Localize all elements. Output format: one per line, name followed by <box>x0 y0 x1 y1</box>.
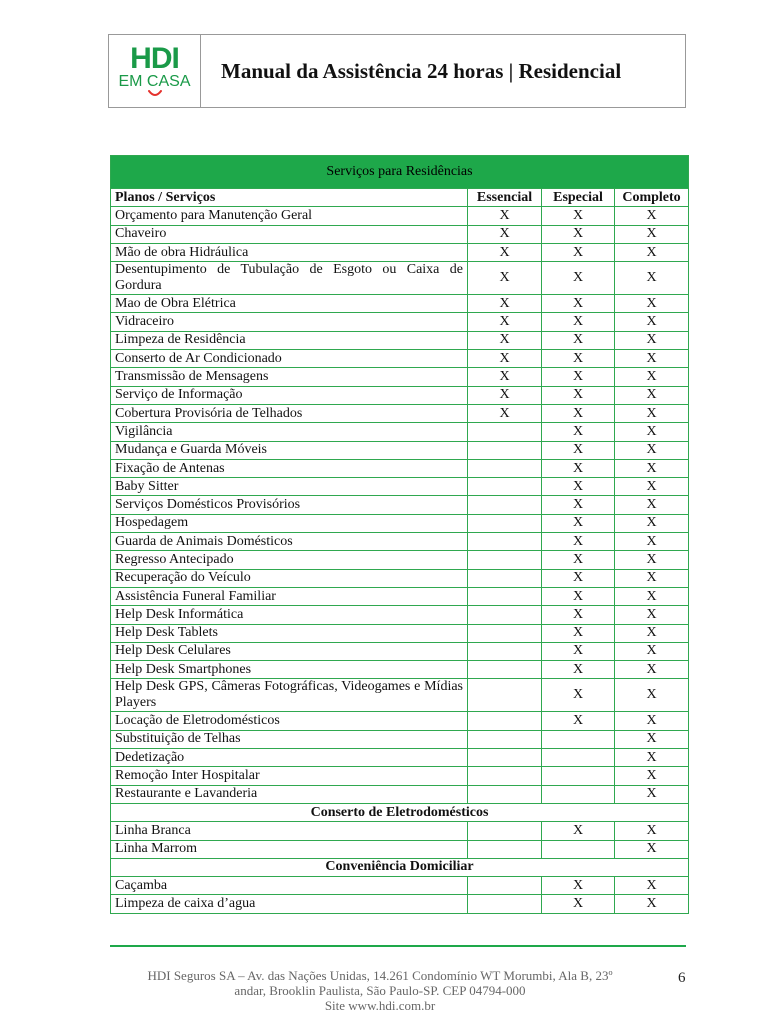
service-name: Dedetização <box>111 749 468 767</box>
plan-cell-completo: X <box>615 606 689 624</box>
plan-cell-especial: X <box>542 822 615 840</box>
page-title: Manual da Assistência 24 horas | Residencial <box>221 58 622 83</box>
plan-cell-completo: X <box>615 877 689 895</box>
plan-cell-especial: X <box>542 404 615 422</box>
plan-cell-especial: X <box>542 478 615 496</box>
plan-cell-completo: X <box>615 895 689 913</box>
section-header-row <box>111 803 689 821</box>
plan-cell-essencial <box>468 478 542 496</box>
service-name: Regresso Antecipado <box>111 551 468 569</box>
plan-cell-completo: X <box>615 533 689 551</box>
plan-cell-completo: X <box>615 587 689 605</box>
plan-cell-completo: X <box>615 569 689 587</box>
section-header-row <box>111 858 689 876</box>
plan-cell-completo: X <box>615 243 689 261</box>
plan-cell-essencial <box>468 569 542 587</box>
plan-cell-especial <box>542 767 615 785</box>
smile-icon <box>147 90 163 98</box>
plan-cell-essencial <box>468 514 542 532</box>
plan-cell-completo: X <box>615 459 689 477</box>
plan-cell-essencial <box>468 840 542 858</box>
footer-line-3: Site www.hdi.com.br <box>324 998 436 1013</box>
plan-cell-completo: X <box>615 551 689 569</box>
plan-cell-essencial <box>468 606 542 624</box>
service-name: Limpeza de Residência <box>111 331 468 349</box>
plan-cell-essencial <box>468 441 542 459</box>
column-header-essencial: Essencial <box>468 189 542 207</box>
service-name: Serviço de Informação <box>111 386 468 404</box>
service-name: Assistência Funeral Familiar <box>111 587 468 605</box>
table-row <box>111 642 689 660</box>
plan-cell-especial: X <box>542 895 615 913</box>
plan-cell-especial: X <box>542 533 615 551</box>
service-name: Guarda de Animais Domésticos <box>111 533 468 551</box>
footer-line-2: andar, Brooklin Paulista, São Paulo-SP. CEP 04794-000 <box>234 983 526 998</box>
column-header-especial: Especial <box>542 189 615 207</box>
plan-cell-especial: X <box>542 295 615 313</box>
plan-cell-essencial <box>468 533 542 551</box>
table-row <box>111 368 689 386</box>
plan-cell-essencial <box>468 587 542 605</box>
service-name: Mão de obra Hidráulica <box>111 243 468 261</box>
plan-cell-completo: X <box>615 404 689 422</box>
plan-cell-especial: X <box>542 514 615 532</box>
table-row <box>111 606 689 624</box>
table-row <box>111 350 689 368</box>
service-name: Remoção Inter Hospitalar <box>111 767 468 785</box>
service-name: Mao de Obra Elétrica <box>111 295 468 313</box>
footer-address <box>110 968 650 1013</box>
plan-cell-especial: X <box>542 350 615 368</box>
logo-main-text: HDI <box>130 41 179 75</box>
table-row <box>111 478 689 496</box>
plan-cell-especial: X <box>542 712 615 730</box>
table-row <box>111 661 689 679</box>
table-row <box>111 262 689 295</box>
plan-cell-completo: X <box>615 767 689 785</box>
footer-divider <box>110 945 686 947</box>
plan-cell-essencial: X <box>468 386 542 404</box>
plan-cell-especial: X <box>542 496 615 514</box>
plan-cell-completo: X <box>615 331 689 349</box>
hdi-em-casa-logo <box>109 35 201 107</box>
plan-cell-completo: X <box>615 423 689 441</box>
plan-cell-especial: X <box>542 331 615 349</box>
service-name: Cobertura Provisória de Telhados <box>111 404 468 422</box>
plan-cell-especial: X <box>542 587 615 605</box>
plan-cell-completo: X <box>615 313 689 331</box>
plan-cell-especial: X <box>542 441 615 459</box>
plan-cell-essencial <box>468 661 542 679</box>
plan-cell-essencial <box>468 730 542 748</box>
plan-cell-essencial <box>468 551 542 569</box>
table-row <box>111 551 689 569</box>
plan-cell-completo: X <box>615 295 689 313</box>
plan-cell-completo: X <box>615 207 689 225</box>
table-row <box>111 514 689 532</box>
plan-cell-especial: X <box>542 661 615 679</box>
service-name: Recuperação do Veículo <box>111 569 468 587</box>
column-header-row <box>111 189 689 207</box>
plan-cell-especial: X <box>542 225 615 243</box>
footer-line-1: HDI Seguros SA – Av. das Nações Unidas, 14.261 Condomínio WT Morumbi, Ala B, 23º <box>147 968 613 983</box>
table-body <box>111 189 689 914</box>
plan-cell-essencial: X <box>468 243 542 261</box>
plan-cell-completo: X <box>615 661 689 679</box>
service-name: Caçamba <box>111 877 468 895</box>
table-row <box>111 587 689 605</box>
service-name: Linha Marrom <box>111 840 468 858</box>
service-name: Help Desk Celulares <box>111 642 468 660</box>
table-row <box>111 749 689 767</box>
table-row <box>111 679 689 712</box>
logo-sub-text: EM CASA <box>118 72 191 90</box>
service-name: Restaurante e Lavanderia <box>111 785 468 803</box>
table-row <box>111 533 689 551</box>
plan-cell-completo: X <box>615 496 689 514</box>
service-name: Limpeza de caixa d’agua <box>111 895 468 913</box>
plan-cell-completo: X <box>615 514 689 532</box>
plan-cell-essencial <box>468 712 542 730</box>
table-row <box>111 386 689 404</box>
plan-cell-completo: X <box>615 730 689 748</box>
table-row <box>111 840 689 858</box>
plan-cell-essencial <box>468 822 542 840</box>
plan-cell-essencial <box>468 624 542 642</box>
service-name: Desentupimento de Tubulação de Esgoto ou Caixa de Gordura <box>111 262 468 295</box>
plan-cell-especial: X <box>542 459 615 477</box>
plan-cell-completo: X <box>615 822 689 840</box>
plan-cell-completo: X <box>615 441 689 459</box>
plan-cell-essencial: X <box>468 262 542 295</box>
plan-cell-completo: X <box>615 478 689 496</box>
plan-cell-completo: X <box>615 840 689 858</box>
document-header <box>108 34 686 108</box>
table-row <box>111 712 689 730</box>
table-row <box>111 313 689 331</box>
plan-cell-especial: X <box>542 313 615 331</box>
plan-cell-especial: X <box>542 877 615 895</box>
plan-cell-especial <box>542 730 615 748</box>
plan-cell-essencial <box>468 785 542 803</box>
plan-cell-especial <box>542 749 615 767</box>
plan-cell-essencial <box>468 642 542 660</box>
service-name: Fixação de Antenas <box>111 459 468 477</box>
table-row <box>111 624 689 642</box>
plan-cell-essencial <box>468 895 542 913</box>
plan-cell-especial: X <box>542 423 615 441</box>
table-row <box>111 877 689 895</box>
plan-cell-essencial: X <box>468 350 542 368</box>
plan-cell-completo: X <box>615 749 689 767</box>
table-row <box>111 569 689 587</box>
service-name: Substituição de Telhas <box>111 730 468 748</box>
plan-cell-essencial <box>468 749 542 767</box>
plan-cell-especial: X <box>542 551 615 569</box>
plan-cell-essencial: X <box>468 207 542 225</box>
table-row <box>111 423 689 441</box>
services-table <box>110 155 689 914</box>
table-row <box>111 404 689 422</box>
table-row <box>111 225 689 243</box>
table-row <box>111 207 689 225</box>
plan-cell-essencial: X <box>468 225 542 243</box>
plan-cell-especial <box>542 840 615 858</box>
plan-cell-completo: X <box>615 624 689 642</box>
service-name: Conserto de Ar Condicionado <box>111 350 468 368</box>
plan-cell-especial: X <box>542 386 615 404</box>
service-name: Linha Branca <box>111 822 468 840</box>
plan-cell-completo: X <box>615 386 689 404</box>
service-name: Vidraceiro <box>111 313 468 331</box>
service-name: Transmissão de Mensagens <box>111 368 468 386</box>
service-name: Orçamento para Manutenção Geral <box>111 207 468 225</box>
plan-cell-especial: X <box>542 243 615 261</box>
plan-cell-completo: X <box>615 262 689 295</box>
plan-cell-essencial <box>468 679 542 712</box>
page-number: 6 <box>678 970 686 986</box>
plan-cell-completo: X <box>615 350 689 368</box>
plan-cell-essencial: X <box>468 404 542 422</box>
plan-cell-essencial <box>468 767 542 785</box>
service-name: Help Desk Informática <box>111 606 468 624</box>
plan-cell-especial: X <box>542 642 615 660</box>
service-name: Chaveiro <box>111 225 468 243</box>
plan-cell-especial: X <box>542 569 615 587</box>
service-name: Vigilância <box>111 423 468 441</box>
table-title: Serviços para Residências <box>111 156 689 189</box>
table-row <box>111 785 689 803</box>
plan-cell-especial: X <box>542 624 615 642</box>
service-name: Help Desk Smartphones <box>111 661 468 679</box>
plan-cell-especial: X <box>542 368 615 386</box>
service-name: Help Desk Tablets <box>111 624 468 642</box>
section-label: Conveniência Domiciliar <box>111 858 689 876</box>
table-row <box>111 767 689 785</box>
table-row <box>111 459 689 477</box>
table-row <box>111 822 689 840</box>
service-name: Baby Sitter <box>111 478 468 496</box>
table-row <box>111 895 689 913</box>
plan-cell-completo: X <box>615 225 689 243</box>
plan-cell-essencial: X <box>468 295 542 313</box>
plan-cell-especial: X <box>542 262 615 295</box>
plan-cell-essencial <box>468 423 542 441</box>
plan-cell-especial: X <box>542 606 615 624</box>
service-name: Hospedagem <box>111 514 468 532</box>
table-row <box>111 295 689 313</box>
plan-cell-completo: X <box>615 785 689 803</box>
section-label: Conserto de Eletrodomésticos <box>111 803 689 821</box>
plan-cell-essencial: X <box>468 331 542 349</box>
plan-cell-essencial <box>468 459 542 477</box>
plan-cell-essencial: X <box>468 368 542 386</box>
plan-cell-essencial: X <box>468 313 542 331</box>
service-name: Serviços Domésticos Provisórios <box>111 496 468 514</box>
plan-cell-especial <box>542 785 615 803</box>
service-name: Locação de Eletrodomésticos <box>111 712 468 730</box>
plan-cell-essencial <box>468 877 542 895</box>
table-row <box>111 496 689 514</box>
column-header-completo: Completo <box>615 189 689 207</box>
plan-cell-essencial <box>468 496 542 514</box>
plan-cell-especial: X <box>542 679 615 712</box>
table-row <box>111 331 689 349</box>
table-row <box>111 441 689 459</box>
plan-cell-especial: X <box>542 207 615 225</box>
column-header-services: Planos / Serviços <box>111 189 468 207</box>
plan-cell-completo: X <box>615 712 689 730</box>
service-name: Mudança e Guarda Móveis <box>111 441 468 459</box>
service-name: Help Desk GPS, Câmeras Fotográficas, Videogames e Mídias Players <box>111 679 468 712</box>
plan-cell-completo: X <box>615 368 689 386</box>
table-row <box>111 730 689 748</box>
plan-cell-completo: X <box>615 679 689 712</box>
table-row <box>111 243 689 261</box>
plan-cell-completo: X <box>615 642 689 660</box>
